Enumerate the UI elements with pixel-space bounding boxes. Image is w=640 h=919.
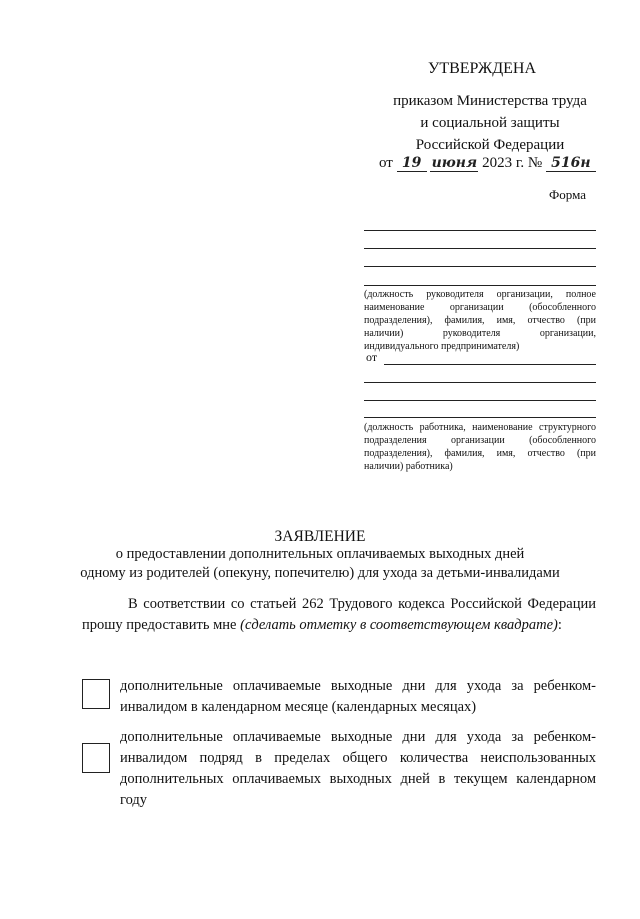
intro-paragraph [82,594,596,636]
recipient-fill-line-2[interactable] [364,248,596,249]
option-2-text: дополнительные оплачиваемые выходные дни для ухода за ребенком-инвалидом подряд в пределах общего количества неиспользованных дополнительных оплачиваемых выходных дней в текущем календарном году [120,729,596,808]
sender-caption: (должность работника, наименование структурного подразделения организации (обособленного подразделения), фамилия, имя, отчество (при наличии) работника) [364,422,596,472]
approval-title: УТВЕРЖДЕНА [428,60,537,77]
sender-fill-line-1[interactable] [384,364,596,365]
option-2-checkbox[interactable] [82,743,110,773]
approval-order-line-2: и социальной защиты [420,115,560,131]
recipient-fill-line-3[interactable] [364,266,596,267]
document-title: ЗАЯВЛЕНИЕ [274,528,366,545]
date-year-number: 2023 г. № [482,155,543,171]
date-prefix: от [379,155,393,171]
recipient-caption: (должность руководителя организации, полное наименование организации (обособленного подразделения), фамилия, имя, отчество (при наличии) руководителя организации, индивидуального предпринимателя) [364,289,596,352]
date-day: 19 [397,155,427,172]
document-subtitle-line-1: о предоставлении дополнительных оплачиваемых выходных дней [115,546,525,562]
recipient-fill-line-4[interactable] [364,285,596,286]
order-number: 516н [546,155,596,172]
sender-fill-line-3[interactable] [364,400,596,401]
date-month: июня [431,155,478,171]
approval-order-line-3: Российской Федерации [415,137,565,153]
document-subtitle-line-2: одному из родителей (опекуну, попечителю) для ухода за детьми-инвалидами [80,565,560,581]
option-1-checkbox[interactable] [82,679,110,709]
form-label: Форма [549,187,586,202]
sender-from-label: от [366,350,378,364]
approval-date-line [379,155,596,177]
approval-order-line-1: приказом Министерства труда [393,93,587,109]
option-1-text: дополнительные оплачиваемые выходные дни для ухода за ребенком-инвалидом в календарном месяце (календарных месяцах) [120,678,596,715]
intro-italic-text: (сделать отметку в соответствующем квадрате) [240,617,558,633]
sender-fill-line-2[interactable] [364,382,596,383]
sender-fill-line-4[interactable] [364,417,596,418]
intro-colon: : [557,617,562,633]
recipient-fill-line-1[interactable] [364,230,596,231]
intro-plain-text: В соответствии со статьей 262 Трудового кодекса Российской Федерации прошу предоставить мне [82,596,596,633]
